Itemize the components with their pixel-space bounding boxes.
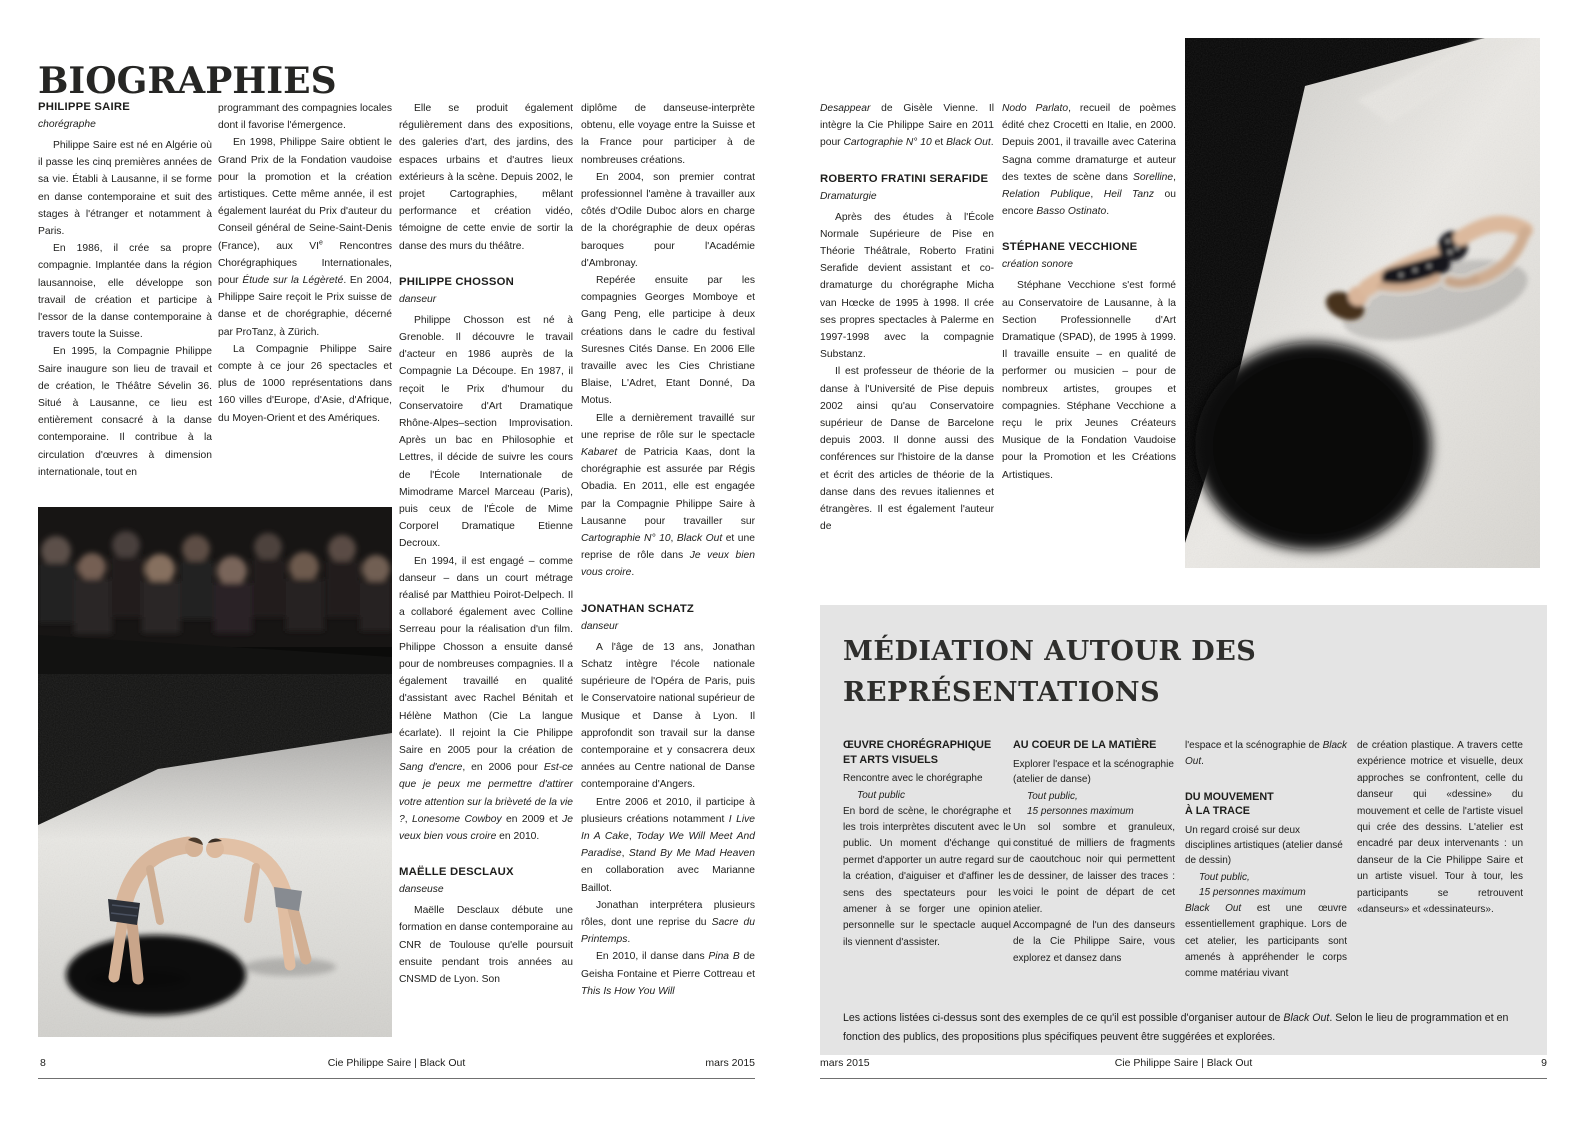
stage-photo-dancers-illustration	[38, 507, 392, 1037]
bio-paragraph: Il est professeur de théorie de la danse à l'Université de Pise depuis 2002 ainsi qu'au Conservatoire supérieur de Danse de Barcelone depuis 2003. Il donne aussi des conférences sur l'histoire de la danse et écrit des articles de théorie de la danse dans des revues italiennes et étrangères. Il est également l'auteur de	[820, 366, 994, 533]
mediation-column-1	[843, 738, 1011, 951]
person-role: danseur	[399, 293, 437, 305]
bio-paragraph: Entre 2006 et 2010, il participe à plusieurs créations notamment I Live In A Cake, Today We Will Meet And Paradise, Stand By Me Mad Heaven en collaboration avec Marianne Baillot.	[581, 796, 755, 894]
stage-photo-dancers	[38, 507, 392, 1037]
bio-paragraph: Après des études à l'École Normale Supérieure de Pise en Théorie Théâtrale, Roberto Fratini Serafide devient assistant et co-dramaturge du chorégraphe Micha van Hœcke de 1995 à 1998. Il crée ses propres spectacles à Palerme en 1997-1998 avec la compagnie Substanz.	[820, 211, 994, 361]
mediation-column-4	[1357, 738, 1523, 918]
footer-date-left: mars 2015	[705, 1057, 755, 1069]
bio-paragraph: Stéphane Vecchione s'est formé au Conservatoire de Lausanne, à la Section Professionnelle d'Art Dramatique (SPAD), de 1995 à 1999. Il travaille ensuite – en qualité de performer ou musicien – pour de nombreux artistes, groupes et compagnies. Stéphane Vecchione a reçu le prix Jeunes Créateurs Musique de la Fondation Vaudoise pour la Promotion et les Créations Artistiques.	[1002, 280, 1176, 481]
bio-column-3	[399, 100, 573, 988]
person-name: PHILIPPE SAIRE	[38, 101, 130, 113]
bio-paragraph: En 1998, Philippe Saire obtient le Grand Prix de la Fondation vaudoise pour la promotion et la création artistiques. Cette même année, il est également lauréat du Prix d'auteur du Conseil général de Seine-Saint-Denis (France), aux VIe Rencontres Chorégraphiques Internationales, pour Étude sur la Légèreté. En 2004, Philippe Saire reçoit le Prix suisse de danse et de chorégraphie, décerné par ProTanz, à Zürich.	[218, 137, 392, 338]
bio-paragraph: Jonathan interprétera plusieurs rôles, dont une reprise du Sacre du Printemps.	[581, 899, 755, 946]
bio-column-5	[820, 100, 994, 535]
bio-paragraph: En 1995, la Compagnie Philippe Saire inaugure son lieu de travail et de création, le Théâtre Sévelin 36. Situé à Lausanne, ce lieu est entièrement consacré à la danse contemporaine. Il contribue à la circulation d'œuvres à dimension internationale, tout en	[38, 346, 212, 478]
bio-paragraph: En 2004, son premier contrat professionnel l'amène à travailler aux côtés d'Odile Duboc alors en charge de la chorégraphie de deux opéras baroques pour l'Académie d'Ambronay.	[581, 171, 755, 269]
bio-paragraph: programmant des compagnies locales dont il favorise l'émergence.	[218, 103, 392, 132]
person-role: création sonore	[1002, 259, 1073, 271]
mediation-subtitle: Rencontre avec le chorégraphe	[843, 773, 983, 784]
mediation-title-line2: REPRÉSENTATIONS	[843, 677, 1161, 708]
mediation-heading: DU MOUVEMENT À LA TRACE	[1185, 790, 1274, 818]
person-name: STÉPHANE VECCHIONE	[1002, 241, 1138, 254]
bio-paragraph: Nodo Parlato, recueil de poèmes édité chez Crocetti en Italie, en 2000. Depuis 2001, il travaille avec Caterina Sagna comme dramaturge et auteur des textes de scène dans Sorelline, Relation Publique, Heil Tanz ou encore Basso Ostinato.	[1002, 103, 1176, 218]
person-name: PHILIPPE CHOSSON	[399, 275, 514, 288]
bio-paragraph: En 1994, il est engagé – comme danseur – dans un court métrage réalisé par Matthieu Poirot-Delpech. Il a collaboré également avec Colline Serreau pour la réalisation d'un film. Philippe Chosson a ensuite dansé pour de nombreuses compagnies. Il a également travaillé en qualité d'assistant avec Rachel Bénitah et Hélène Mathon (Cie La langue écarlate). Il rejoint la Cie Philippe Saire en 2005 pour la création de Sang d'encre, en 2006 pour Est-ce que je peux me permettre d'attirer votre attention sur la brièveté de la vie ?, Lonesome Cowboy en 2009 et Je veux bien vous croire en 2010.	[399, 555, 574, 842]
mediation-subtitle: Explorer l'espace et la scénographie (atelier de danse)	[1013, 758, 1174, 785]
mediation-audience-note: 15 personnes maximum	[1199, 887, 1306, 899]
bio-column-1	[38, 100, 212, 481]
mediation-title-line1: MÉDIATION AUTOUR DES	[843, 636, 1257, 667]
mediation-audience-note: 15 personnes maximum	[1027, 806, 1134, 817]
bio-paragraph: Philippe Saire est né en Algérie où il passe les cinq premières années de sa vie. Établi à Lausanne, il se forme en danse contemporaine et suit des stages à l'étranger et notamment à Paris.	[38, 140, 212, 238]
footer-title-left: Cie Philippe Saire | Black Out	[327, 1057, 466, 1069]
mediation-note: Les actions listées ci-dessus sont des exemples de ce qu'il est possible d'organiser autour de Black Out. Selon le lieu de programmation et en fonction des publics, des propositions plus spécifiques peuvent être suggérées et explorées.	[843, 1012, 1509, 1043]
person-name: MAËLLE DESCLAUX	[399, 866, 514, 879]
mediation-heading: AU COEUR DE LA MATIÈRE	[1013, 739, 1157, 751]
stage-photo-lying-dancer	[1185, 38, 1540, 568]
footer-rule-right	[820, 1078, 1547, 1079]
bio-paragraph: Elle a dernièrement travaillé sur une reprise de rôle sur le spectacle Kabaret de Patricia Kaas, dont la chorégraphie est assurée par Régis Obadia. En 2011, elle est engagée par la Compagnie Philippe Saire à Lausanne pour travailler sur Cartographie N° 10, Black Out et une reprise de rôle dans Je veux bien vous croire.	[581, 412, 755, 579]
bio-paragraph: Philippe Chosson est né à Grenoble. Il découvre le travail d'acteur en 1986 auprès de la Compagnie La Découpe. En 1987, il reçoit le Prix d'humour du Conservatoire d'Art Dramatique Rhône-Alpes–section Improvisation. Après un bac en Philosophie et Lettres, il décide de suivre les cours de l'École Internationale de Mimodrame Marcel Marceau (Paris), puis ceux de l'École de Mime Corporel Dramatique Etienne Decroux.	[399, 314, 573, 550]
mediation-paragraph: l'espace et la scénographie de Black Out.	[1185, 740, 1348, 768]
page-number-right: 9	[1541, 1057, 1547, 1069]
bio-paragraph: Elle se produit également régulièrement dans des expositions, des galeries d'art, des jardins, des espaces urbains et d'autres lieux extérieurs à la scène. Depuis 2002, le projet Cartographies, mêlant performance et création vidéo, témoigne de cette envie de sortir la danse des murs du théâtre.	[399, 103, 573, 252]
bio-paragraph: En 2010, il danse dans Pina B de Geisha Fontaine et Pierre Cottreau et This Is How You Will	[581, 951, 755, 997]
bio-paragraph: Maëlle Desclaux débute une formation en danse contemporaine au CNR de Toulouse qu'elle poursuit ensuite pendant trois années au CNSMD de Lyon. Son	[399, 905, 573, 985]
mediation-audience-note: Tout public	[857, 790, 905, 801]
mediation-column-3	[1185, 738, 1347, 983]
person-role: chorégraphe	[38, 119, 96, 130]
stage-photo-lying-dancer-illustration	[1185, 38, 1540, 568]
mediation-paragraph: Accompagné de l'un des danseurs de la Cie Philippe Saire, vous explorez et dansez dans	[1013, 919, 1175, 964]
mediation-paragraph: Black Out est une œuvre essentiellement graphique. Lors de cet atelier, les participants sont amenés à appréhender le corps comme matériau vivant	[1185, 902, 1347, 980]
bio-paragraph: La Compagnie Philippe Saire compte à ce jour 26 spectacles et plus de 1000 représentations dans 160 villes d'Europe, d'Asie, d'Afrique, du Moyen-Orient et des Amériques.	[218, 343, 392, 424]
bio-paragraph: Desappear de Gisèle Vienne. Il intègre la Cie Philippe Saire en 2011 pour Cartographie N° 10 et Black Out.	[820, 103, 994, 149]
mediation-paragraph: Un sol sombre et granuleux, constitué de milliers de fragments de caoutchouc noir qui permettent de dessiner, de laisser des traces : voici le point de départ de cet atelier.	[1013, 821, 1175, 915]
bio-paragraph: En 1986, il crée sa propre compagnie. Implantée dans la région lausannoise, elle développe son travail de création et participe à l'essor de la danse contemporaine à travers toute la Suisse.	[38, 243, 212, 341]
footer-date-right: mars 2015	[820, 1057, 870, 1069]
mediation-heading: ŒUVRE CHORÉGRAPHIQUE ET ARTS VISUELS	[843, 739, 992, 766]
person-role: danseur	[581, 620, 619, 632]
bio-column-4	[581, 100, 755, 1000]
mediation-title	[843, 631, 1403, 713]
footer-title-right: Cie Philippe Saire | Black Out	[1114, 1057, 1253, 1069]
person-role: Dramaturgie	[820, 190, 877, 202]
person-name: ROBERTO FRATINI SERAFIDE	[820, 172, 989, 185]
page-number-left: 8	[40, 1057, 46, 1069]
bio-paragraph: Repérée ensuite par les compagnies Georges Momboye et Gang Peng, elle participe à deux créations dans le cadre du festival Suresnes Cités Danse. En 2006 Elle travaille avec les Cies Christiane Blaise, L'Adret, Etant Donné, Da Motus.	[581, 275, 755, 407]
mediation-subtitle: Un regard croisé sur deux disciplines artistiques (atelier dansé de dessin)	[1185, 824, 1343, 866]
mediation-audience-note: Tout public,	[1199, 871, 1250, 883]
mediation-audience-note: Tout public,	[1027, 790, 1078, 802]
mediation-paragraph: de création plastique. A travers cette expérience motrice et visuelle, deux approches se confrontent, celle du danseur qui «dessine» du mouvement et celle de l'artiste visuel qui crée des dessins. L'atelier est encadré par deux intervenants : un danseur de la Cie Philippe Saire et un artiste visuel. Tour à tour, les participants se retrouvent «danseurs» et «dessinateurs».	[1357, 740, 1523, 916]
bio-paragraph: diplôme de danseuse-interprète obtenu, elle voyage entre la Suisse et la France pour participer à de nombreuses créations.	[581, 103, 755, 166]
mediation-paragraph: En bord de scène, le chorégraphe et les trois interprètes discutent avec le public. Un moment d'échange qui permet d'apporter un autre regard sur la création, d'aiguiser et d'affiner les sens des spectateurs pour les amener à se forger une opinion personnelle sur le spectacle auquel ils viennent d'assister.	[843, 805, 1011, 948]
bio-column-2	[218, 100, 392, 427]
footer-rule-left	[38, 1078, 755, 1079]
bio-paragraph: A l'âge de 13 ans, Jonathan Schatz intègre l'école nationale supérieure de l'Opéra de Paris, puis le Conservatoire national supérieur de Musique et Danse à Lyon. Il approfondit son travail sur la danse contemporaine et y consacrera deux années au Centre national de Danse contemporaine d'Angers.	[581, 641, 756, 791]
bio-column-6	[1002, 100, 1176, 484]
mediation-column-2	[1013, 738, 1175, 967]
person-role: danseuse	[399, 884, 444, 896]
person-name: JONATHAN SCHATZ	[581, 602, 695, 615]
mediation-panel	[820, 605, 1547, 1055]
page-title: BIOGRAPHIES	[38, 60, 337, 103]
